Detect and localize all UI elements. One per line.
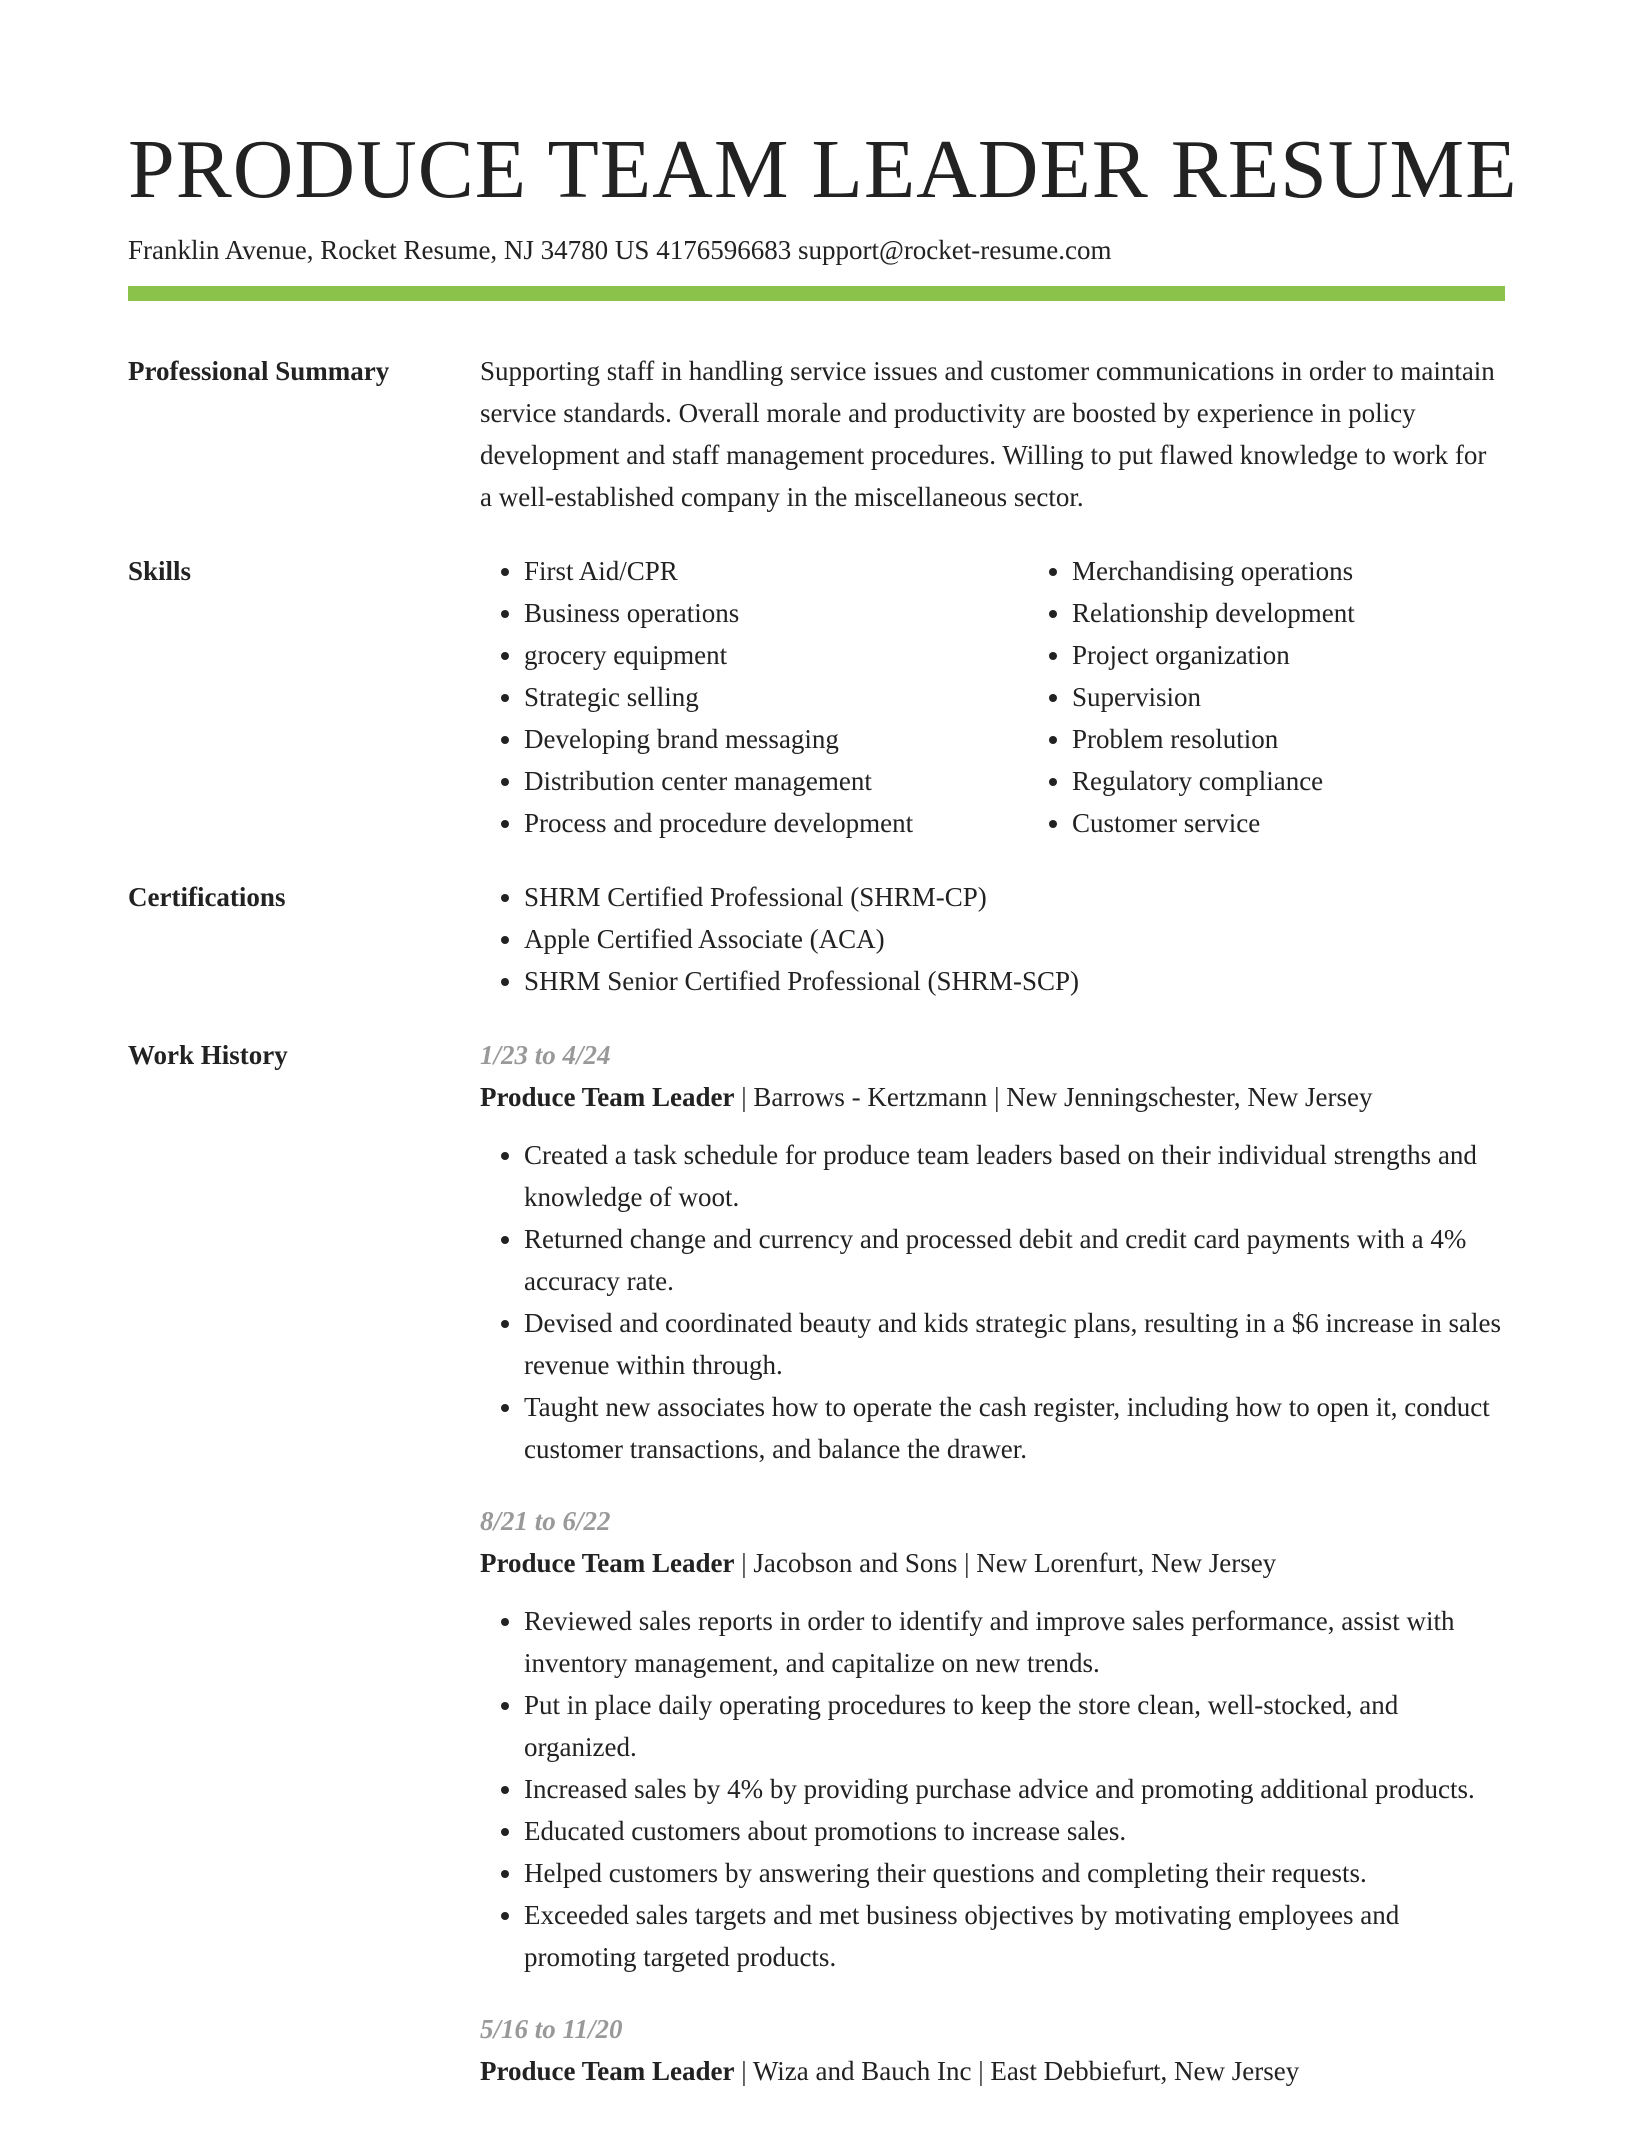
job-heading: [480, 1542, 1505, 1584]
skills-column-2: [1028, 550, 1505, 844]
skill-item: • Problem resolution: [1072, 718, 1505, 760]
job-entry: [480, 1500, 1505, 1978]
skill-item: • grocery equipment: [524, 634, 1028, 676]
separator: |: [734, 1082, 754, 1112]
skill-item: • Business operations: [524, 592, 1028, 634]
skill-item: • Developing brand messaging: [524, 718, 1028, 760]
job-entry: [480, 2008, 1505, 2092]
skill-item: • Relationship development: [1072, 592, 1505, 634]
job-bullet: • Increased sales by 4% by providing purchase advice and promoting additional products.: [524, 1768, 1505, 1810]
job-bullet: • Helped customers by answering their questions and completing their requests.: [524, 1852, 1505, 1894]
skills-section: [128, 550, 1505, 844]
skills-grid: [480, 550, 1505, 844]
skill-item: • Merchandising operations: [1072, 550, 1505, 592]
skill-item: • Regulatory compliance: [1072, 760, 1505, 802]
skill-item: • First Aid/CPR: [524, 550, 1028, 592]
job-bullet: • Taught new associates how to operate the cash register, including how to open it, conduct customer transactions, and balance the drawer.: [524, 1386, 1505, 1470]
job-location: New Lorenfurt, New Jersey: [976, 1548, 1277, 1578]
job-title: Produce Team Leader: [480, 1082, 735, 1112]
certification-item: • SHRM Senior Certified Professional (SHRM-SCP): [524, 960, 1505, 1002]
header-divider: [128, 286, 1505, 301]
summary-text: Supporting staff in handling service issues and customer communications in order to maintain service standards. Overall morale and productivity are boosted by experience in policy development and staff management procedures. Willing to put flawed knowledge to work for a well-established company in the miscellaneous sector.: [480, 356, 1495, 512]
certifications-section: [128, 876, 1505, 1002]
job-company: Barrows - Kertzmann: [753, 1082, 988, 1112]
job-bullets: [480, 1600, 1505, 1978]
certification-item: • SHRM Certified Professional (SHRM-CP): [524, 876, 1505, 918]
job-location: East Debbiefurt, New Jersey: [990, 2056, 1300, 2086]
section-body: [480, 350, 1505, 518]
contact-line: Franklin Avenue, Rocket Resume, NJ 34780 US 4176596683 support@rocket-resume.com: [128, 235, 1112, 265]
separator: |: [987, 1082, 1007, 1112]
certifications-list: [480, 876, 1505, 1002]
separator: |: [734, 2056, 753, 2086]
job-bullets: [480, 1134, 1505, 1470]
section-label: Skills: [128, 556, 192, 586]
skill-item: • Customer service: [1072, 802, 1505, 844]
job-bullet: • Put in place daily operating procedures to keep the store clean, well-stocked, and organized.: [524, 1684, 1505, 1768]
section-label: Professional Summary: [128, 356, 390, 386]
section-body: [480, 876, 1505, 1002]
job-company: Wiza and Bauch Inc: [752, 2056, 972, 2086]
skill-item: • Process and procedure development: [524, 802, 1028, 844]
separator: |: [734, 1548, 754, 1578]
skills-column-1: [480, 550, 1028, 844]
job-bullet: • Returned change and currency and processed debit and credit card payments with a 4% accuracy rate.: [524, 1218, 1505, 1302]
resume-title: PRODUCE TEAM LEADER RESUME: [128, 123, 1518, 216]
job-heading: [480, 1076, 1505, 1118]
job-title: Produce Team Leader: [480, 2056, 735, 2086]
separator: |: [957, 1548, 977, 1578]
job-location: New Jenningschester, New Jersey: [1006, 1082, 1373, 1112]
job-bullet: • Created a task schedule for produce team leaders based on their individual strengths and knowledge of woot.: [524, 1134, 1505, 1218]
work-history-section: [128, 1034, 1505, 2122]
certification-item: • Apple Certified Associate (ACA): [524, 918, 1505, 960]
job-heading: [480, 2050, 1505, 2092]
job-company: Jacobson and Sons: [753, 1548, 958, 1578]
job-dates: 8/21 to 6/22: [480, 1506, 611, 1536]
skill-item: • Distribution center management: [524, 760, 1028, 802]
job-bullet: • Reviewed sales reports in order to identify and improve sales performance, assist with inventory management, and capitalize on new trends.: [524, 1600, 1505, 1684]
job-bullet: • Exceeded sales targets and met business objectives by motivating employees and promoting targeted products.: [524, 1894, 1505, 1978]
job-title: Produce Team Leader: [480, 1548, 735, 1578]
job-dates: 5/16 to 11/20: [480, 2014, 623, 2044]
section-label: Work History: [128, 1040, 288, 1070]
section-label: Certifications: [128, 882, 286, 912]
job-dates: 1/23 to 4/24: [480, 1040, 611, 1070]
jobs-container: [480, 1034, 1505, 2122]
skill-item: • Supervision: [1072, 676, 1505, 718]
summary-section: [128, 350, 1505, 518]
job-bullet: • Educated customers about promotions to increase sales.: [524, 1810, 1505, 1852]
job-entry: [480, 1034, 1505, 1470]
job-bullet: • Devised and coordinated beauty and kids strategic plans, resulting in a $6 increase in sales revenue within through.: [524, 1302, 1505, 1386]
skill-item: • Strategic selling: [524, 676, 1028, 718]
separator: |: [971, 2056, 991, 2086]
resume-content: [128, 350, 1505, 2154]
skill-item: • Project organization: [1072, 634, 1505, 676]
